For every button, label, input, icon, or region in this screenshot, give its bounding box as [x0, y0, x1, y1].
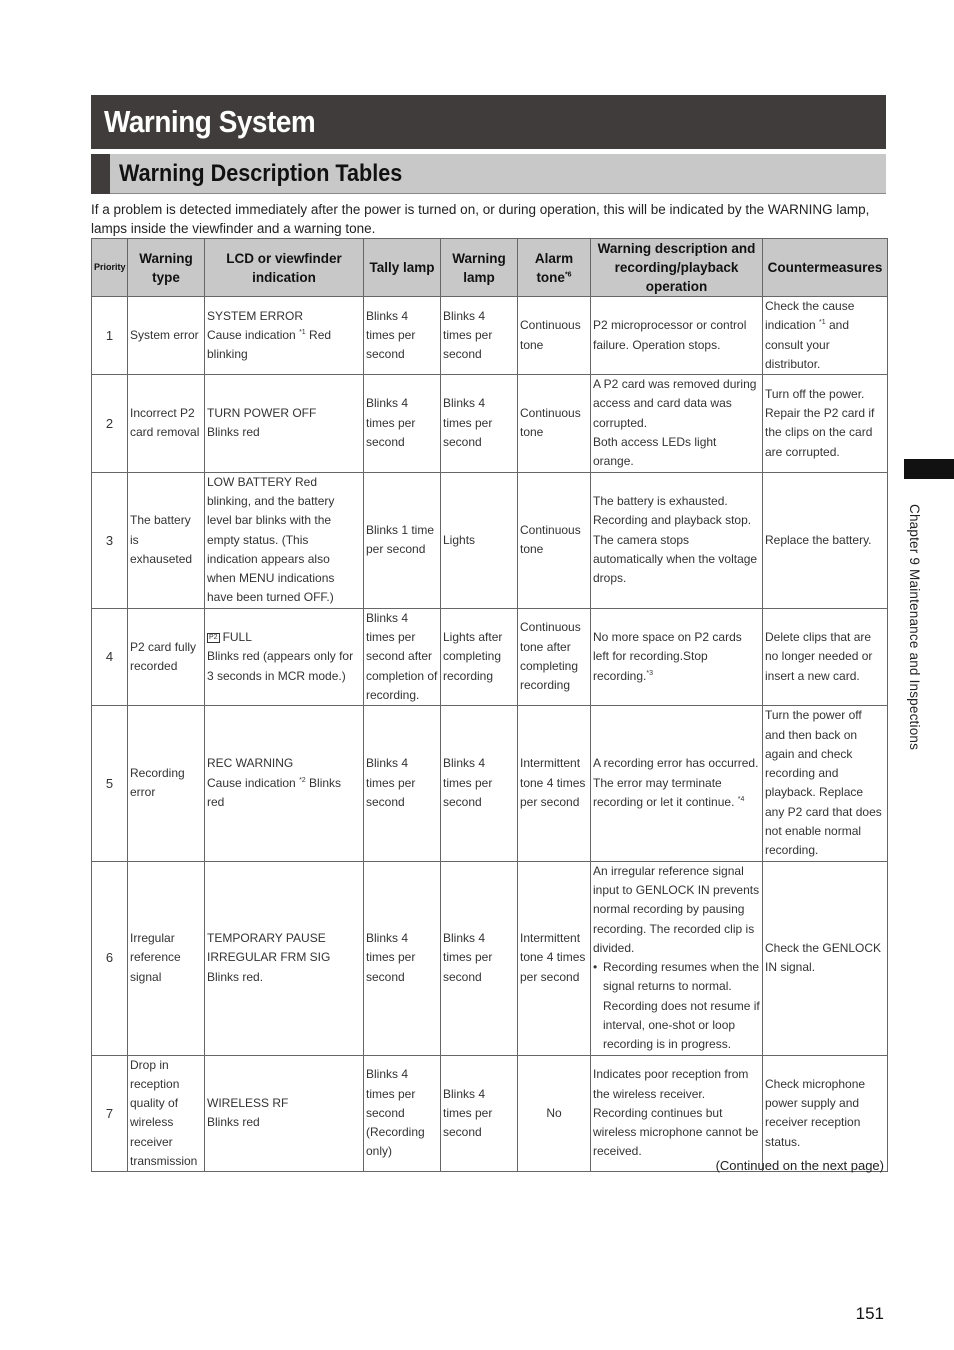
lcd-text-detail: Blinks red [207, 1115, 260, 1130]
alarm-tone-cell: Continuous tone [518, 375, 591, 472]
warning-lamp-cell: Blinks 4 times per second [441, 297, 518, 375]
description-text: An irregular reference signal input to GENLOCK IN prevents normal recording by pausing recording. The recorded clip is divided. [593, 863, 760, 955]
header-tally-lamp: Tally lamp [364, 239, 441, 297]
alarm-tone-cell: Continuous tone after completing recording [518, 608, 591, 705]
countermeasure-cell: Check microphone power supply and receiver reception status. [763, 1055, 888, 1172]
table-row [92, 608, 888, 705]
chapter-side-label: Chapter 9 Maintenance and Inspections [907, 504, 922, 751]
description-text: A recording error has occurred. The error may terminate recording or let it continue. [593, 756, 759, 810]
lcd-text-detail: Blinks red. [207, 969, 264, 984]
lcd-cell [205, 1055, 364, 1172]
warning-type-cell: Drop in reception quality of wireless receiver transmission [128, 1055, 205, 1172]
lcd-text-part: Cause indication [207, 775, 300, 790]
section-heading: Warning Description Tables [119, 160, 403, 187]
tally-lamp-cell: Blinks 4 times per second [364, 375, 441, 472]
lcd-text: TEMPORARY PAUSE [207, 931, 326, 946]
warning-lamp-cell: Blinks 4 times per second [441, 375, 518, 472]
warning-type-cell: The battery is exhauseted [128, 472, 205, 608]
header-lcd-indication: LCD or viewfinder indication [205, 239, 364, 297]
lcd-text-detail: Blinks red [207, 425, 260, 440]
lcd-text-detail: Blinks red (appears only for 3 seconds in MCR mode.) [207, 649, 354, 683]
lcd-text-part: Blinks red [207, 775, 342, 810]
tally-lamp-cell: Blinks 4 times per second after completion of recording. [364, 608, 441, 705]
lcd-text-part: Red blinking [207, 327, 332, 362]
warning-lamp-cell: Blinks 4 times per second [441, 861, 518, 1055]
countermeasure-text: Check the cause indication [765, 299, 855, 333]
priority-cell: 7 [92, 1055, 128, 1172]
alarm-tone-cell: No [518, 1055, 591, 1172]
warning-type-cell: Recording error [128, 706, 205, 861]
tally-lamp-cell: Blinks 1 time per second [364, 472, 441, 608]
header-alarm-tone-label: Alarm tone [534, 250, 574, 285]
chapter-tab-marker [904, 459, 954, 479]
page-title-bar [91, 95, 886, 149]
lcd-cell [205, 608, 364, 705]
warning-type-cell: System error [128, 297, 205, 375]
priority-cell: 1 [92, 297, 128, 375]
alarm-tone-cell: Intermittent tone 4 times per second [518, 706, 591, 861]
tally-lamp-cell: Blinks 4 times per second [364, 706, 441, 861]
section-heading-marker [91, 154, 110, 194]
description-text: A P2 card was removed during access and card data was corrupted. [593, 377, 757, 430]
section-heading-bar [91, 154, 886, 194]
description-text: Both access LEDs light orange. [593, 435, 717, 469]
page-number: 151 [855, 1304, 884, 1323]
table-row [92, 375, 888, 472]
alarm-tone-cell: Continuous tone [518, 297, 591, 375]
priority-cell: 3 [92, 472, 128, 608]
tally-lamp-cell: Blinks 4 times per second [364, 861, 441, 1055]
alarm-tone-cell: Intermittent tone 4 times per second [518, 861, 591, 1055]
footnote-ref: *2 [299, 776, 306, 784]
warning-lamp-cell: Lights [441, 472, 518, 608]
lcd-text: SYSTEM ERROR [207, 308, 304, 323]
header-warning-lamp: Warning lamp [441, 239, 518, 297]
alarm-tone-cell: Continuous tone [518, 472, 591, 608]
description-text: No more space on P2 cards left for recording.Stop recording. [593, 630, 742, 683]
warning-type-cell: P2 card fully recorded [128, 608, 205, 705]
warning-type-cell: Incorrect P2 card removal [128, 375, 205, 472]
table-row [92, 1055, 888, 1172]
page-title: Warning System [104, 104, 316, 139]
lcd-text-part: FULL [222, 630, 252, 645]
table-row [92, 297, 888, 375]
countermeasure-cell: Turn off the power. Repair the P2 card if the clips on the card are corrupted. [763, 375, 888, 472]
table-header-row [92, 239, 888, 297]
warning-lamp-cell: Blinks 4 times per second [441, 1055, 518, 1172]
warning-lamp-cell: Blinks 4 times per second [441, 706, 518, 861]
bullet-icon: • [593, 960, 598, 975]
footnote-ref: *4 [737, 796, 745, 804]
countermeasure-cell: Check the GENLOCK IN signal. [763, 861, 888, 1055]
description-cell [591, 608, 763, 705]
lcd-cell [205, 297, 364, 375]
description-cell [591, 861, 763, 1055]
description-bullet-text: Recording resumes when the signal returns to normal. Recording does not resume if interval, one-shot or loop recording is in progress. [603, 960, 760, 1052]
description-cell [591, 375, 763, 472]
lcd-cell: LOW BATTERY Red blinking, and the battery level bar blinks with the empty status. (This indication appears also when MENU indications have been turned OFF.) [205, 472, 364, 608]
tally-lamp-cell: Blinks 4 times per second (Recording only) [364, 1055, 441, 1172]
header-warning-type: Warning type [128, 239, 205, 297]
countermeasure-cell: Replace the battery. [763, 472, 888, 608]
lcd-text-part: Cause indication [207, 327, 300, 342]
intro-paragraph: If a problem is detected immediately after the power is turned on, or during operation, this will be indicated by the WARNING lamp, lamps inside the viewfinder and a warning tone. [91, 202, 870, 236]
warning-type-cell: Irregular reference signal [128, 861, 205, 1055]
lcd-text: TURN POWER OFF [207, 406, 317, 421]
footnote-ref: *3 [646, 669, 653, 677]
header-alarm-tone [518, 239, 591, 297]
continued-note: (Continued on the next page) [715, 1158, 884, 1173]
table-row [92, 472, 888, 608]
lcd-text: REC WARNING [207, 756, 294, 771]
priority-cell: 6 [92, 861, 128, 1055]
countermeasure-cell [763, 297, 888, 375]
table-row [92, 861, 888, 1055]
footnote-ref: *1 [819, 319, 826, 327]
countermeasure-cell: Turn the power off and then back on again and check recording and playback. Replace any P2 card that does not enable normal recording. [763, 706, 888, 861]
warning-lamp-cell: Lights after completing recording [441, 608, 518, 705]
tally-lamp-cell: Blinks 4 times per second [364, 297, 441, 375]
header-countermeasures: Countermeasures [763, 239, 888, 297]
countermeasure-cell: Delete clips that are no longer needed or insert a new card. [763, 608, 888, 705]
lcd-cell [205, 706, 364, 861]
p2-card-icon: P2 [209, 634, 218, 642]
header-priority: Priority [92, 239, 128, 297]
footnote-ref: *1 [299, 328, 306, 336]
lcd-text: WIRELESS RF [207, 1096, 289, 1111]
description-cell [591, 706, 763, 861]
lcd-text-detail [207, 774, 361, 813]
priority-cell: 5 [92, 706, 128, 861]
table-row [92, 706, 888, 861]
countermeasure-text: and consult your distributor. [765, 318, 850, 371]
warning-table [91, 238, 888, 1172]
header-alarm-footnote: *6 [564, 271, 572, 278]
lcd-text [207, 628, 361, 647]
header-description: Warning description and recording/playback operation [591, 239, 763, 297]
description-cell: Indicates poor reception from the wireless receiver. Recording continues but wireless microphone cannot be received. [591, 1055, 763, 1172]
lcd-text-detail [207, 326, 361, 365]
lcd-cell [205, 375, 364, 472]
lcd-text: IRREGULAR FRM SIG [207, 950, 331, 965]
description-cell: P2 microprocessor or control failure. Operation stops. [591, 297, 763, 375]
description-cell: The battery is exhausted. Recording and playback stop. The camera stops automatically when the voltage drops. [591, 472, 763, 608]
priority-cell: 4 [92, 608, 128, 705]
priority-cell: 2 [92, 375, 128, 472]
lcd-cell [205, 861, 364, 1055]
description-bullet [593, 958, 760, 1054]
